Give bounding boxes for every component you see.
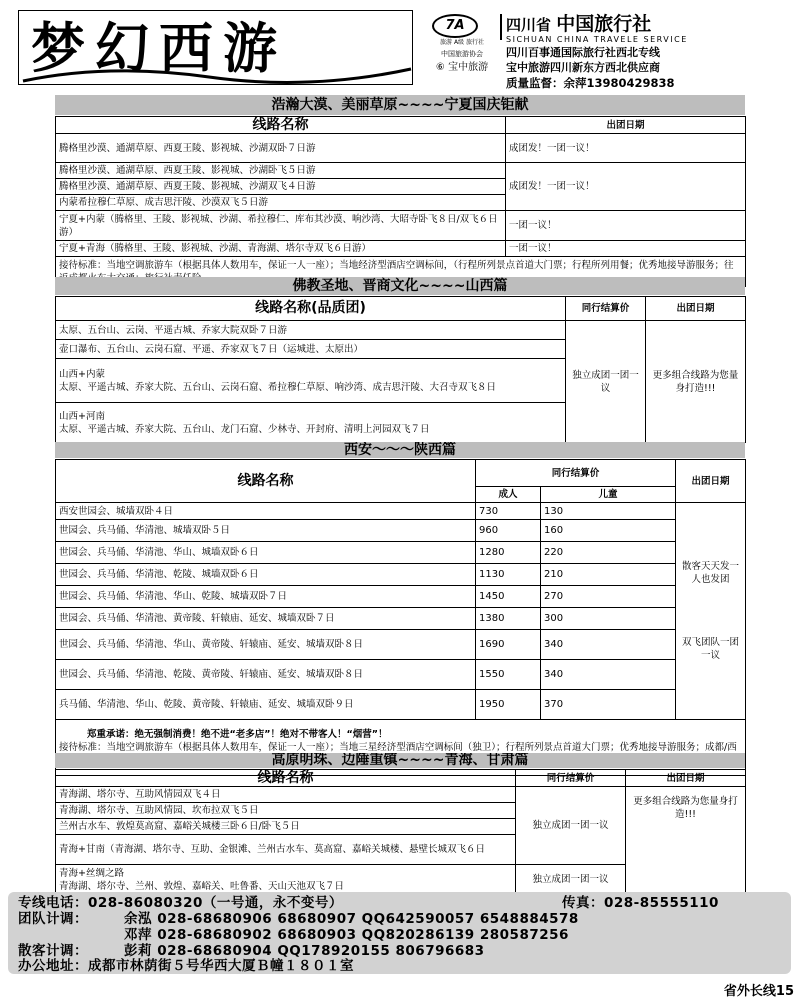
col-route-name: 线路名称 <box>56 460 476 503</box>
team-contact-1: 余泓 028-68680906 68680907 QQ642590057 6548884578 <box>124 911 579 927</box>
col-adult: 成人 <box>476 487 541 503</box>
table-row <box>56 163 746 179</box>
agency-info <box>506 14 796 91</box>
child-price: 220 <box>541 542 676 564</box>
route-title: 山西+河南 <box>59 410 105 422</box>
section-ningxia-banner: 浩瀚大漠、美丽草原~~~~宁夏国庆钜献 <box>55 95 745 115</box>
logo-banner <box>18 10 413 85</box>
table-row <box>56 241 746 257</box>
single-contact: 彭莉 028-68680904 QQ178920155 806796683 <box>124 943 485 959</box>
agency-province: 四川省 <box>506 16 552 34</box>
col-departure-date: 出团日期 <box>626 770 746 787</box>
route-cell <box>56 359 566 403</box>
table-row <box>56 542 746 564</box>
logo-title: 梦幻西游 <box>31 16 287 80</box>
child-price: 340 <box>541 660 676 690</box>
badge-group <box>426 14 498 74</box>
service-standard-note: 接待标准：当地空调旅游车（根据具体人数用车，保证一人一座）；当地经济型酒店空调标间，（行程所列景点首道大门票；行程所列用餐；优秀地接导游服务；往 <box>56 257 746 287</box>
header-divider <box>500 14 502 40</box>
departure-date: 一团一议！ <box>506 241 746 257</box>
table-row <box>56 787 746 803</box>
route-name: 壶口瀑布、五台山、云岗石窟、平遥、乔家双飞７日（运城进、太原出） <box>56 340 566 359</box>
address-line <box>18 958 354 974</box>
col-settlement-price: 同行结算价 <box>516 770 626 787</box>
route-name: 青海湖、塔尔寺、互助风情园双飞４日 <box>56 787 516 803</box>
adult-price: 1280 <box>476 542 541 564</box>
fax-label: 传真： <box>562 895 604 911</box>
settlement-price: 独立成团一团一议 <box>516 787 626 865</box>
col-departure-date: 出团日期 <box>506 117 746 134</box>
settlement-price: 独立成团一团一议 <box>566 321 646 443</box>
col-route-name: 线路名称(品质团) <box>56 297 566 321</box>
qinghai-route-table <box>55 769 746 895</box>
table-row <box>56 134 746 163</box>
agency-line-1: 四川百事通国际旅行社西北专线 <box>506 46 660 59</box>
section-shanxi-banner: 佛教圣地、晋商文化~~~~山西篇 <box>55 277 745 295</box>
child-price: 370 <box>541 690 676 720</box>
quality-supervisor: 质量监督：余萍13980429838 <box>506 76 675 90</box>
badge-caption: 旅游 A级 旅行社 <box>440 39 484 46</box>
team-contact-2: 邓萍 028-68680902 68680903 QQ820286139 280587256 <box>124 927 569 943</box>
adult-price: 1380 <box>476 608 541 630</box>
address-label: 办公地址： <box>18 958 88 974</box>
table-row <box>56 630 746 660</box>
fax-number: 028-85555110 <box>604 895 719 911</box>
departure-date-cell <box>676 503 746 720</box>
table-row <box>56 503 746 520</box>
single-label: 散客计调： <box>18 943 88 959</box>
adult-price: 1450 <box>476 586 541 608</box>
agency-english-name: SICHUAN CHINA TRAVELE SERVICE <box>506 35 688 44</box>
route-title: 青海+丝绸之路 <box>59 867 124 879</box>
route-cell <box>56 835 516 865</box>
table-row <box>56 586 746 608</box>
table-row <box>56 608 746 630</box>
agency-name-line <box>506 14 796 35</box>
route-name: 世园会、兵马俑、华清池、华山、乾陵、城墙双卧７日 <box>56 586 476 608</box>
route-name: 世园会、兵马俑、华清池、华山、黄帝陵、轩辕庙、延安、城墙双卧８日 <box>56 630 476 660</box>
7a-badge-icon: 7A <box>432 14 478 38</box>
child-price: 270 <box>541 586 676 608</box>
route-name: 世园会、兵马俑、华清池、城墙双卧５日 <box>56 520 476 542</box>
route-name: 兵马俑、华清池、华山、乾陵、黄帝陵、轩辕庙、延安、城墙双卧９日 <box>56 690 476 720</box>
route-name: 腾格里沙漠、通湖草原、西夏王陵、影视城、沙湖双飞４日游 <box>56 179 506 195</box>
association-badge: 中国旅游协会 <box>441 50 483 58</box>
shaanxi-route-table <box>55 459 746 776</box>
adult-price: 1690 <box>476 630 541 660</box>
hotline-line <box>18 895 343 911</box>
adult-price: 1130 <box>476 564 541 586</box>
route-name: 青海湖、塔尔寺、互助风情园、坎布拉双飞５日 <box>56 803 516 819</box>
col-settlement-price: 同行结算价 <box>476 460 676 487</box>
departure-date: 成团发！一团一议！ <box>506 163 746 211</box>
route-name: 兰州古水车、敦煌莫高窟、嘉峪关城楼三卧６日/卧飞５日 <box>56 819 516 835</box>
service-standard-note: 接待标准：当地空调旅游车（根据具体人数用车，保证一人一座）；当地三星经济型酒店空调标间（独卫）；行程所列景点首道大门票；优秀地接导游服务；成都/西 <box>59 742 737 753</box>
route-name: 内蒙希拉穆仁草原、成吉思汗陵、沙漠双飞５日游 <box>56 195 506 211</box>
departure-date: 一团一议！ <box>506 211 746 241</box>
route-name: 太原、平遥古城、乔家大院、五台山、云岗石窟、希拉穆仁草原、响沙湾、成吉思汗陵、大召寺双飞８日 <box>59 381 497 393</box>
table-row <box>56 211 746 241</box>
col-departure-date: 出团日期 <box>676 460 746 503</box>
child-price: 210 <box>541 564 676 586</box>
departure-date-single: 散客天天发一人也发团 <box>682 561 740 585</box>
route-cell <box>56 403 566 443</box>
route-name: 世园会、兵马俑、华清池、乾陵、黄帝陵、轩辕庙、延安、城墙双卧８日 <box>56 660 476 690</box>
ningxia-route-table <box>55 116 746 287</box>
address-text: 成都市林荫街５号华西大厦Ｂ幢１８０１室 <box>88 958 354 974</box>
table-row <box>56 690 746 720</box>
fax-line <box>562 895 719 911</box>
route-name: 腾格里沙漠、通湖草原、西夏王陵、影视城、沙湖卧飞５日游 <box>56 163 506 179</box>
contact-footer <box>8 892 791 974</box>
child-price: 340 <box>541 630 676 660</box>
departure-date-team: 双飞团队一团一议 <box>682 637 740 661</box>
departure-date: 更多组合线路为您量身打造!!! <box>626 787 746 895</box>
route-name: 太原、平遥古城、乔家大院、五台山、龙门石窟、少林寺、开封府、清明上河园双飞７日 <box>59 423 430 435</box>
promise-note: 郑重承诺：绝无强制消费！绝不进“老多店”！绝对不带客人！“烟营”！ <box>87 729 388 740</box>
route-name: 宁夏+青海（腾格里、王陵、影视城、沙湖、青海湖、塔尔寺双飞６日游） <box>56 241 506 257</box>
route-cell <box>56 865 516 895</box>
agency-name: 中国旅行社 <box>556 13 652 35</box>
header <box>0 0 800 94</box>
shanxi-route-table <box>55 296 746 443</box>
col-departure-date: 出团日期 <box>646 297 746 321</box>
child-price: 160 <box>541 520 676 542</box>
team-label: 团队计调： <box>18 911 88 927</box>
route-name: 世园会、兵马俑、华清池、华山、城墙双卧６日 <box>56 542 476 564</box>
route-name: 腾格里沙漠、通湖草原、西夏王陵、影视城、沙湖双卧７日游 <box>56 134 506 163</box>
col-settlement-price: 同行结算价 <box>566 297 646 321</box>
child-price: 300 <box>541 608 676 630</box>
route-name: （青海湖、塔尔寺、互助、金银滩、兰州古水车、莫高窟、嘉峪关城楼、悬壁长城双飞６日 <box>104 844 485 855</box>
col-child: 儿童 <box>541 487 676 503</box>
route-name: 宁夏+内蒙（腾格里、王陵、影视城、沙湖、希拉穆仁、库布其沙漠、响沙湾、大昭寺卧飞８日/双飞６日游） <box>56 211 506 241</box>
hotline-number: 028-86080320（一号通，永不变号） <box>88 895 343 911</box>
departure-date: 更多组合线路为您量身打造!!! <box>646 321 746 443</box>
baozhong-logo: ⑥ 宝中旅游 <box>435 62 489 73</box>
adult-price: 960 <box>476 520 541 542</box>
adult-price: 1550 <box>476 660 541 690</box>
col-route-name: 线路名称 <box>56 117 506 134</box>
adult-price: 730 <box>476 503 541 520</box>
agency-line-2: 宝中旅游四川新东方西北供应商 <box>506 61 660 74</box>
route-name: 青海湖、塔尔寺、兰州、敦煌、嘉峪关、吐鲁番、天山天池双飞７日 <box>59 880 345 892</box>
route-name: 世园会、兵马俑、华清池、黄帝陵、轩辕庙、延安、城墙双卧７日 <box>56 608 476 630</box>
route-name: 世园会、兵马俑、华清池、乾陵、城墙双卧６日 <box>56 564 476 586</box>
table-row <box>56 660 746 690</box>
table-row <box>56 564 746 586</box>
route-name: 西安世园会、城墙双卧４日 <box>56 503 476 520</box>
route-name: 太原、五台山、云岗、平遥古城、乔家大院双卧７日游 <box>56 321 566 340</box>
table-row <box>56 321 746 340</box>
section-qinghai-banner: 高原明珠、边陲重镇~~~~青海、甘肃篇 <box>55 753 745 768</box>
adult-price: 1950 <box>476 690 541 720</box>
table-row <box>56 520 746 542</box>
child-price: 130 <box>541 503 676 520</box>
col-route-name: 线路名称 <box>56 770 516 787</box>
route-title: 山西+内蒙 <box>59 368 105 380</box>
departure-date: 成团发！一团一议！ <box>506 134 746 163</box>
route-title: 青海+甘南 <box>59 844 105 855</box>
hotline-label: 专线电话： <box>18 895 88 911</box>
section-shaanxi-banner: 西安～～～陕西篇 <box>55 442 745 458</box>
settlement-price: 独立成团一团一议 <box>516 865 626 895</box>
page-number: 省外长线15 <box>723 984 794 999</box>
